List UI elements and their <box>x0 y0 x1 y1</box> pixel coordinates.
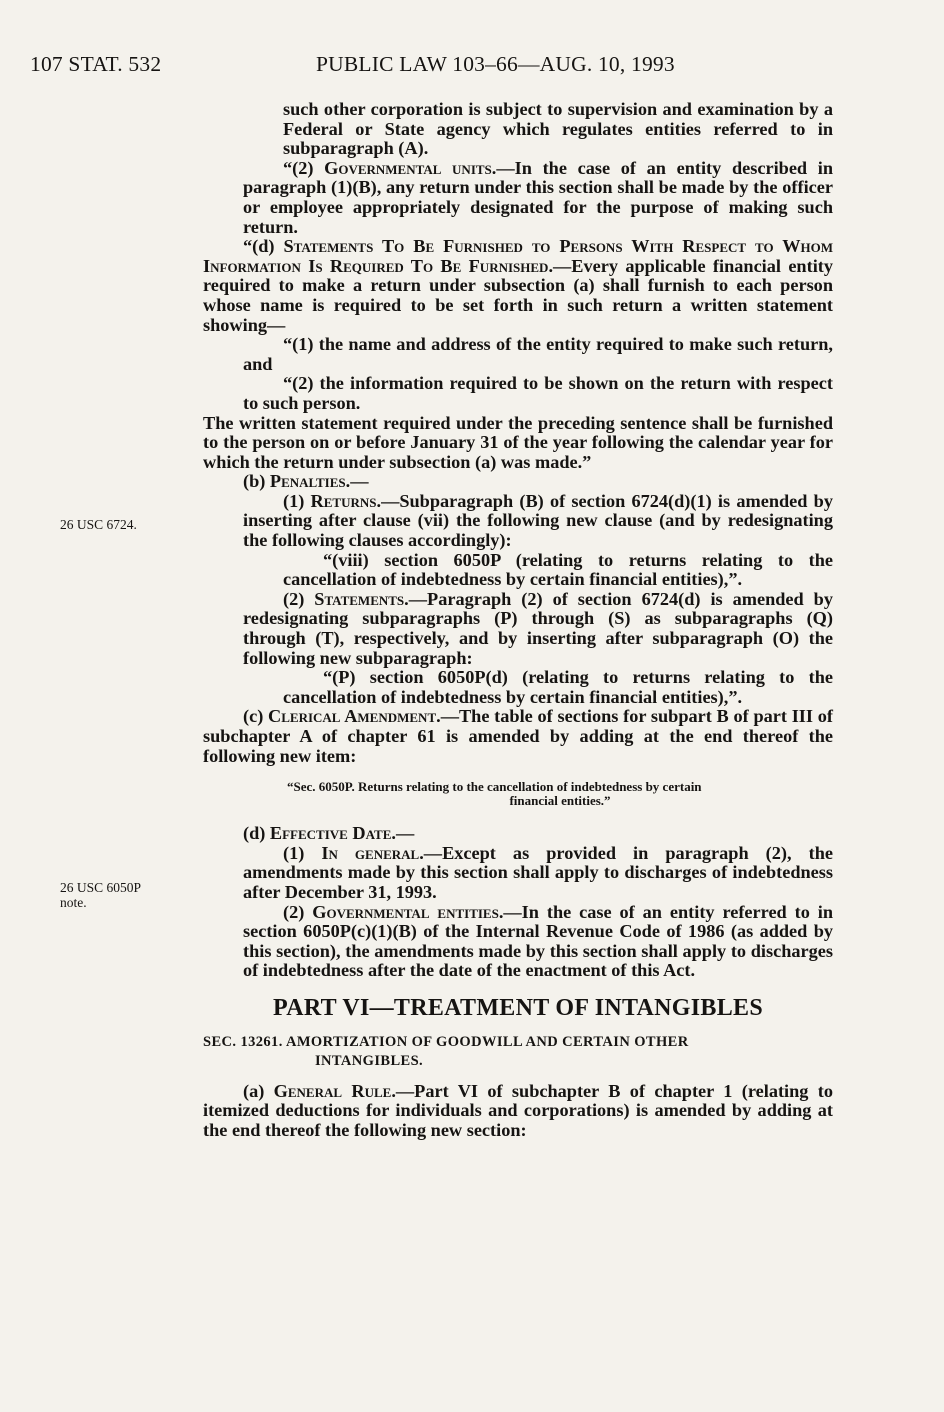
subsection-heading: Effective Date <box>269 823 392 844</box>
paragraph-number: (1) <box>283 490 311 511</box>
paragraph-heading: Returns <box>310 490 377 511</box>
subsection-text: .—Part VI of subchapter B of chapter 1 (relating to itemized deductions for individuals and corporations) is amended by adding at the end thereof the following new section: <box>203 1080 833 1140</box>
paragraph-number: (2) <box>283 588 315 609</box>
paragraph-text: .—Subparagraph (B) of section 6724(d)(1) is amended by inserting after clause (vii) the following new clause (and by redesignating the following clauses accordingly): <box>243 490 833 551</box>
subsection-heading: Penalties <box>269 471 346 492</box>
paragraph-number: (1) <box>283 842 322 863</box>
subsection <box>203 824 833 844</box>
subsection-heading: General Rule <box>273 1080 392 1101</box>
subsection-text: .— <box>345 471 369 492</box>
statute-citation: 107 STAT. 532 <box>30 52 162 76</box>
paragraph-heading: Governmental entities <box>312 901 499 922</box>
paragraph-number: “(2) <box>283 157 325 178</box>
paragraph <box>203 844 833 903</box>
subsection <box>203 1082 833 1141</box>
margin-note-effective-date <box>60 880 141 910</box>
paragraph <box>203 590 833 668</box>
subsection-heading: Clerical Amendment <box>268 706 437 727</box>
paragraph: “(2) the information required to be shown on the return with respect to such person. <box>243 373 833 413</box>
subsection-number: (a) <box>243 1080 274 1101</box>
section-heading-line: SEC. 13261. AMORTIZATION OF GOODWILL AND CERTAIN OTHER <box>203 1033 689 1050</box>
toc-line: financial entities.” <box>509 793 611 809</box>
running-title: PUBLIC LAW 103–66—AUG. 10, 1993 <box>316 52 675 76</box>
section-heading <box>203 1033 833 1072</box>
body-text <box>203 100 833 1141</box>
paragraph-text: .—Paragraph (2) of section 6724(d) is amended by redesignating subparagraphs (P) through (S) as subparagraphs (Q) through (T), respectively, and by inserting after subparagraph (O) the following new subparagraph: <box>243 588 833 668</box>
paragraph: The written statement required under the preceding sentence shall be furnished to the person on or before January 31 of the year following the calendar year for which the return under subsection (a) was made.” <box>203 412 833 472</box>
paragraph: such other corporation is subject to supervision and examination by a Federal or State agency which regulates entities referred to in subparagraph (A). <box>283 99 833 159</box>
margin-note-line: note. <box>60 895 87 910</box>
subsection-number: (d) <box>243 823 270 844</box>
toc-line: “Sec. 6050P. Returns relating to the cancellation of indebtedness by certain <box>287 779 702 795</box>
paragraph-heading: In general <box>321 842 420 863</box>
part-heading: PART VI—TREATMENT OF INTANGIBLES <box>273 994 763 1021</box>
subsection <box>203 707 833 766</box>
margin-note-penalties: 26 USC 6724. <box>60 517 137 532</box>
paragraph-number: (2) <box>283 901 313 922</box>
paragraph <box>203 903 833 981</box>
subsection-text: .— <box>391 823 415 844</box>
paragraph-heading: Governmental units <box>324 157 492 178</box>
subsection <box>203 472 833 492</box>
subsection-text: .—The table of sections for subpart B of part III of subchapter A of chapter 61 is amended by adding at the end thereof the following new item: <box>203 706 833 766</box>
subsection-heading: Statements To Be Furnished to Persons With Respect to Whom Information Is Required To Be Furnished <box>203 236 833 276</box>
paragraph: “(1) the name and address of the entity required to make such return, and <box>243 334 833 374</box>
clause: “(viii) section 6050P (relating to returns relating to the cancellation of indebtedness by certain financial entities),”. <box>283 549 833 590</box>
subsection-number: (c) <box>243 706 269 727</box>
table-of-sections-item <box>203 780 833 808</box>
subsection-number: (b) <box>243 471 270 492</box>
subparagraph: “(P) section 6050P(d) (relating to returns relating to the cancellation of indebtedness by certain financial entities),”. <box>283 667 833 707</box>
subsection <box>203 237 833 335</box>
paragraph <box>203 492 833 551</box>
subsection-text: .—Every applicable financial entity required to make a return under subsection (a) shall furnish to each person whose name is required to be set forth in such return a written statement showing— <box>203 255 833 335</box>
paragraph-text: .—In the case of an entity described in paragraph (1)(B), any return under this section shall be made by the officer or employee appropriately designated for the purpose of making such return. <box>243 157 834 237</box>
paragraph-text: .—In the case of an entity referred to in section 6050P(c)(1)(B) of the Internal Revenue Code of 1986 (as added by this section), the amendments made by this section shall apply to discharges of indebtedness after the date of the enactment of this Act. <box>243 901 834 981</box>
margin-note-line: 26 USC 6050P <box>60 880 142 895</box>
paragraph <box>203 159 833 237</box>
paragraph-text: .—Except as provided in paragraph (2), the amendments made by this section shall apply to discharges of indebtedness after December 31, 1993. <box>243 842 833 902</box>
paragraph-heading: Statements <box>314 588 405 609</box>
subsection-number: “(d) <box>243 236 284 257</box>
section-heading-line: INTANGIBLES. <box>315 1053 424 1070</box>
